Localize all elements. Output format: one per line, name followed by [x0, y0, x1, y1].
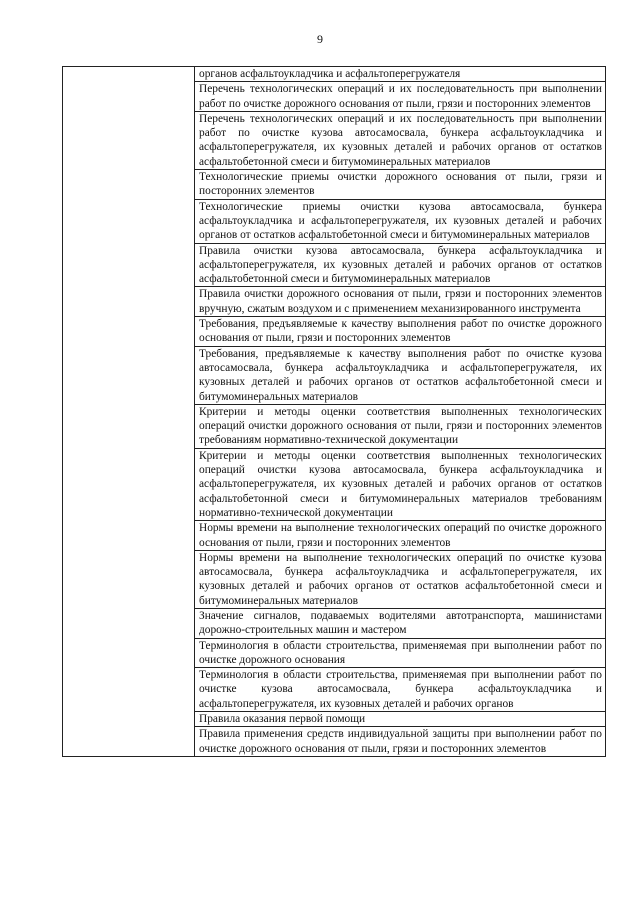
table-cell: Значение сигналов, подаваемых водителями автотранспорта, машинистами дорожно-строительных машин и мастером — [195, 608, 606, 638]
table-cell: Перечень технологических операций и их последовательность при выполнении работ по очистке кузова автосамосвала, бункера асфальтоукладчика и асфальтоперегружателя, их кузовных деталей и рабочих органов от остатков асфальтобетонной смеси и битумоминеральных материалов — [195, 111, 606, 169]
table-cell: Критерии и методы оценки соответствия выполненных технологических операций очистки кузова автосамосвала, бункера асфальтоукладчика и асфальтоперегружателя, их кузовных деталей и рабочих органов от остатков асфальтобетонной смеси и битумоминеральных материалов требованиям нормативно-технической документации — [195, 448, 606, 520]
page-number: 9 — [317, 32, 323, 46]
table-cell: Нормы времени на выполнение технологических операций по очистке дорожного основания от пыли, грязи и посторонних элементов — [195, 521, 606, 551]
table-body — [63, 67, 606, 757]
table-row — [63, 67, 606, 82]
table-cell: Технологические приемы очистки дорожного основания от пыли, грязи и посторонних элементов — [195, 170, 606, 200]
knowledge-table — [62, 66, 606, 757]
table-cell: Перечень технологических операций и их последовательность при выполнении работ по очистке дорожного основания от пыли, грязи и посторонних элементов — [195, 82, 606, 112]
table-cell: Терминология в области строительства, применяемая при выполнении работ по очистке дорожного основания — [195, 638, 606, 668]
table-cell: Нормы времени на выполнение технологических операций по очистке кузова автосамосвала, бункера асфальтоукладчика и асфальтоперегружателя, их кузовных деталей и рабочих органов от остатков асфальтобетонной смеси и битумоминеральных материалов — [195, 550, 606, 608]
table-cell: Технологические приемы очистки кузова автосамосвала, бункера асфальтоукладчика и асфальтоперегружателя, их кузовных деталей и рабочих органов от остатков асфальтобетонной смеси и битумоминеральных материалов — [195, 199, 606, 243]
table-cell: Правила очистки дорожного основания от пыли, грязи и посторонних элементов вручную, сжатым воздухом и с применением механизированного инструмента — [195, 287, 606, 317]
category-cell — [63, 67, 195, 757]
table-cell: Правила оказания первой помощи — [195, 712, 606, 727]
table-cell: Правила применения средств индивидуальной защиты при выполнении работ по очистке дорожного основания от пыли, грязи и посторонних элементов — [195, 727, 606, 757]
table-cell: Требования, предъявляемые к качеству выполнения работ по очистке кузова автосамосвала, бункера асфальтоукладчика и асфальтоперегружателя, их кузовных деталей и рабочих органов от остатков асфальтобетонной смеси и битумоминеральных материалов — [195, 346, 606, 404]
table-cell: Критерии и методы оценки соответствия выполненных технологических операций очистки дорожного основания от пыли, грязи и посторонних элементов требованиям нормативно-технической документации — [195, 404, 606, 448]
table-cell: Требования, предъявляемые к качеству выполнения работ по очистке дорожного основания от пыли, грязи и посторонних элементов — [195, 317, 606, 347]
table-cell: органов асфальтоукладчика и асфальтоперегружателя — [195, 67, 606, 82]
table-cell: Терминология в области строительства, применяемая при выполнении работ по очистке кузова автосамосвала, бункера асфальтоукладчика и асфальтоперегружателя, их кузовных деталей и рабочих органов — [195, 668, 606, 712]
table-cell: Правила очистки кузова автосамосвала, бункера асфальтоукладчика и асфальтоперегружателя, их кузовных деталей и рабочих органов от остатков асфальтобетонной смеси и битумоминеральных материалов — [195, 243, 606, 287]
